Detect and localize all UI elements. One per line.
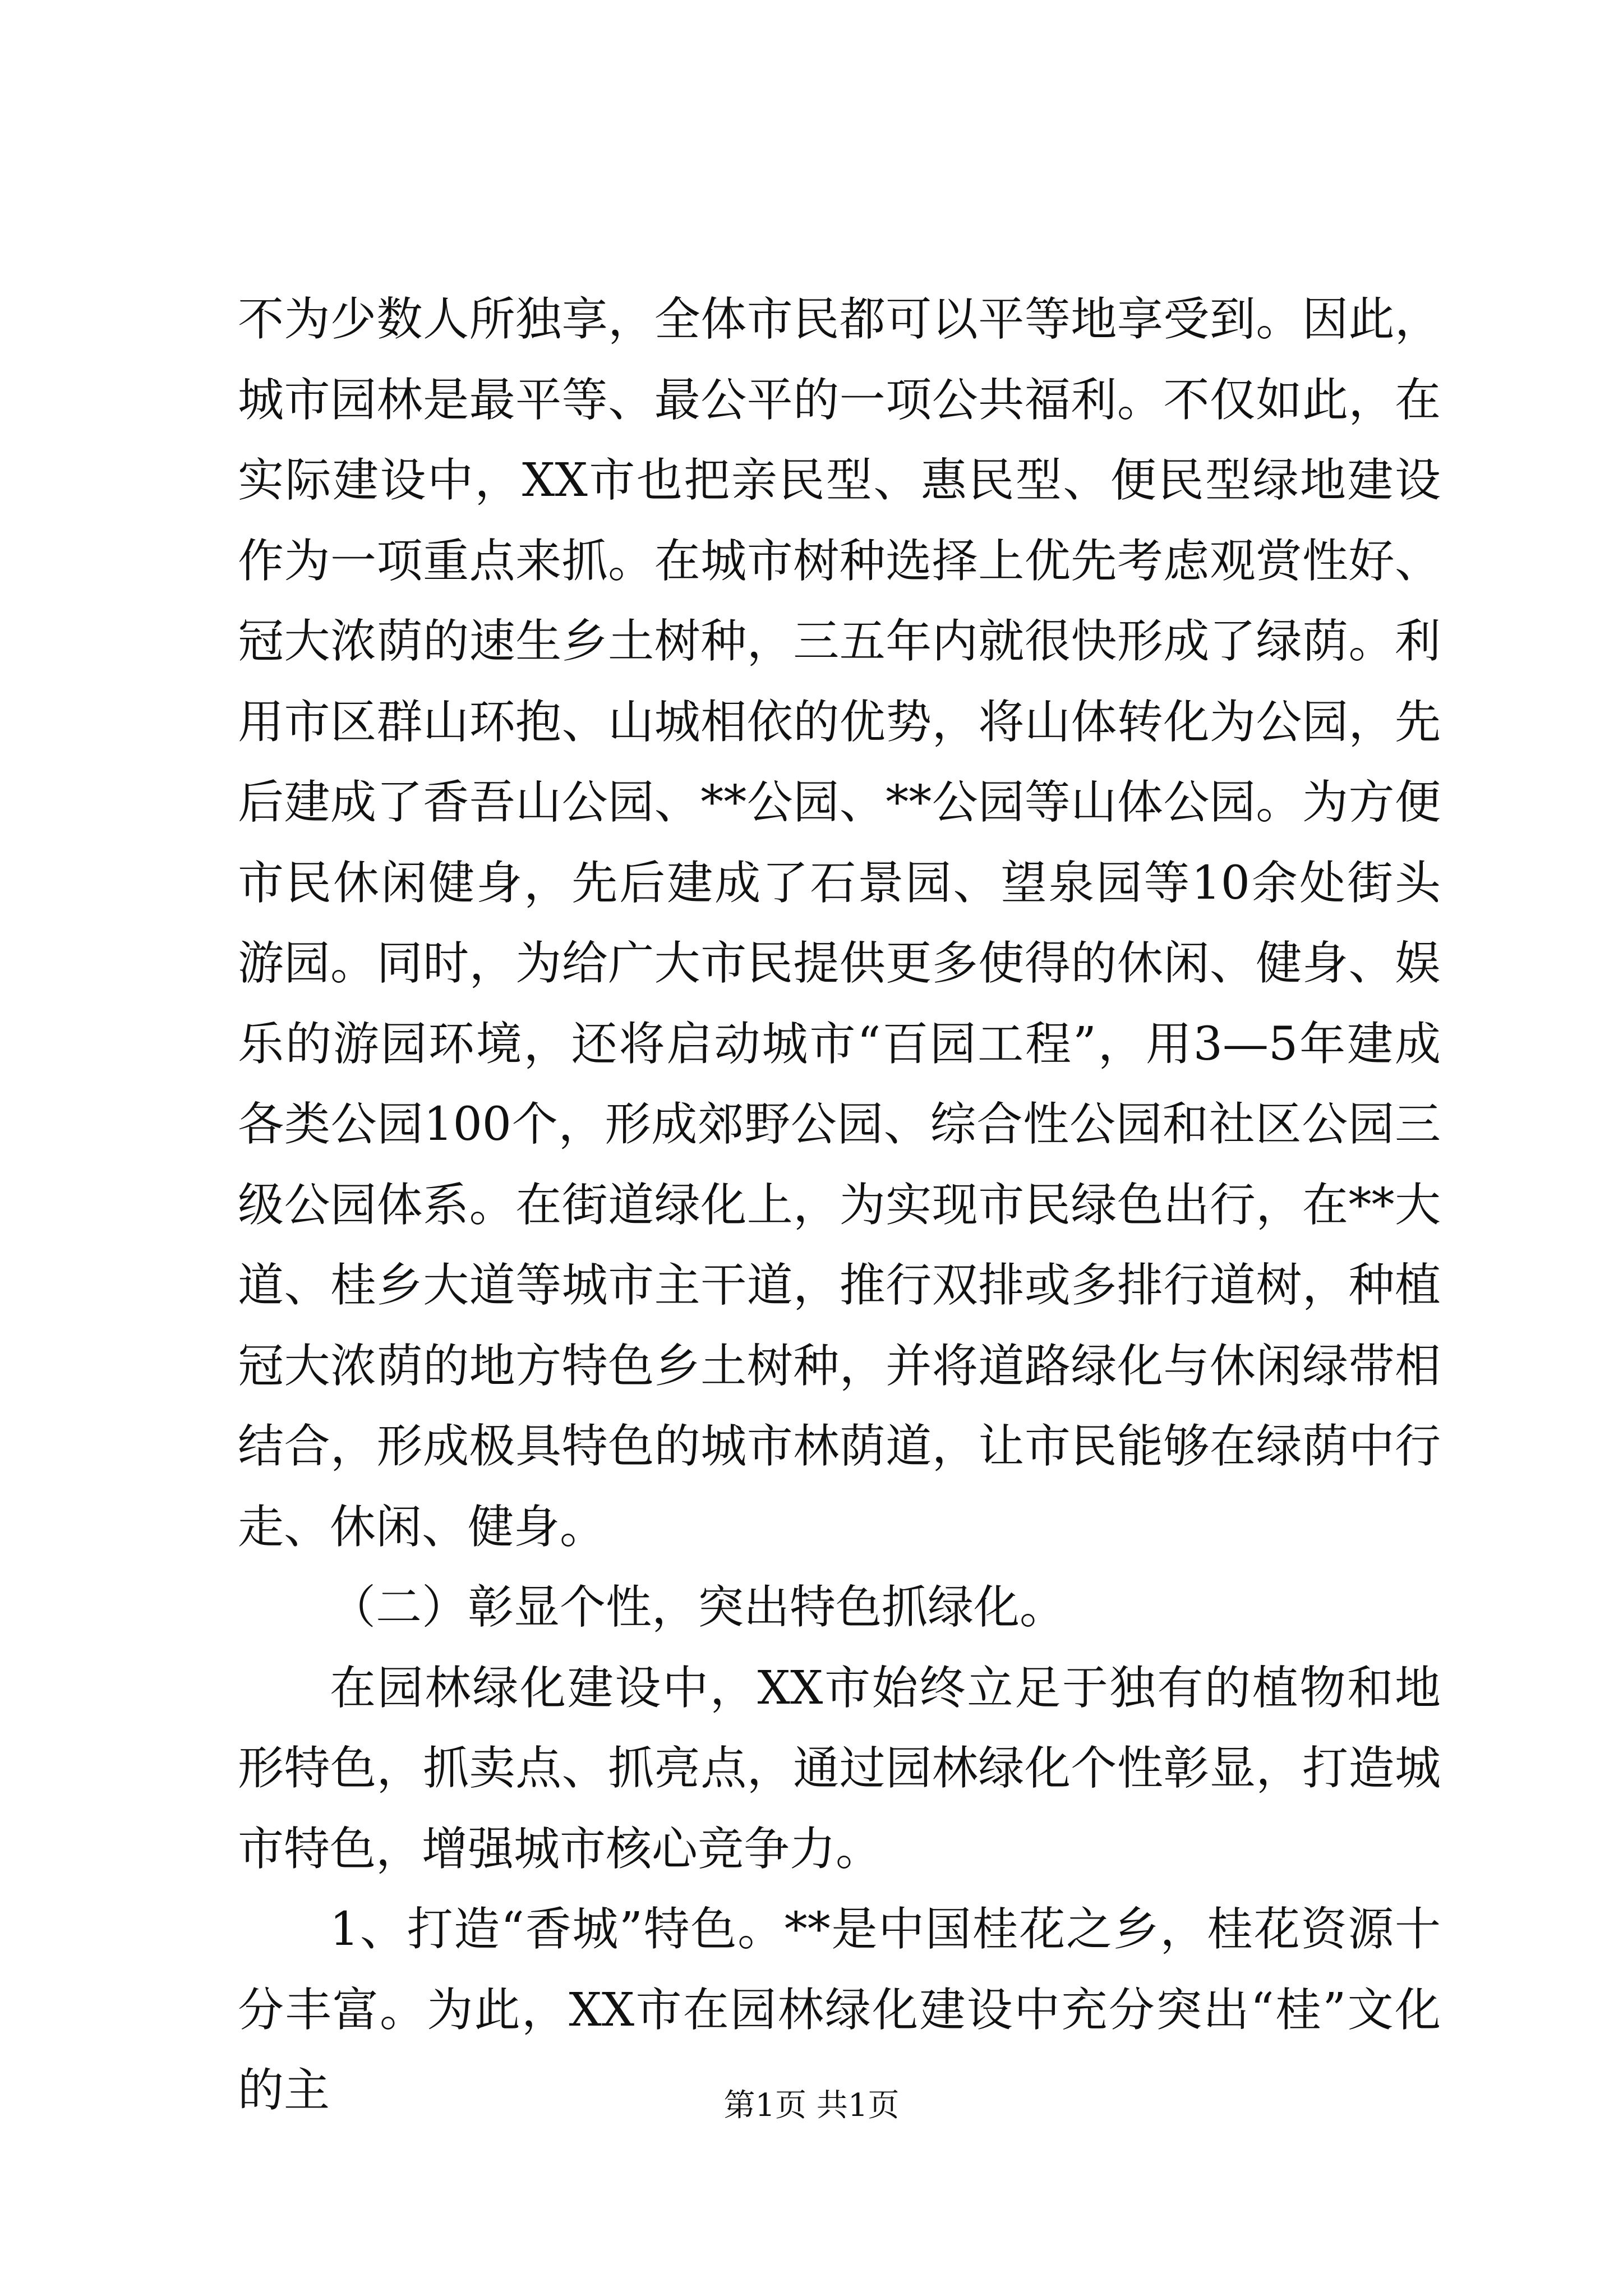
section-heading-two: （二）彰显个性，突出特色抓绿化。 bbox=[330, 1581, 1066, 1634]
paragraph-urban-parks: 不为少数人所独享，全体市民都可以平等地享受到。因此，城市园林是最平等、最公平的一项公共福利。不仅如此，在实际建设中，XX市也把亲民型、惠民型、便民型绿地建设作为一项重点来抓。在城市树种选择上优先考虑观赏性好、冠大浓荫的速生乡土树种，三五年内就很快形成了绿荫。利用市区群山环抱、山城相依的优势，将山体转化为公园，先后建成了香吾山公园、**公园、**公园等山体公园。为方便市民休闲健身，先后建成了石景园、望泉园等10余处街头游园。同时，为给广大市民提供更多使得的休闲、健身、娱乐的游园环境，还将启动城市“百园工程”，用3—5年建成各类公园100个，形成郊野公园、综合性公园和社区公园三级公园体系。在街道绿化上，为实现市民绿色出行，在**大道、桂乡大道等城市主干道，推行双排或多排行道树，种植冠大浓荫的地方特色乡土树种，并将道路绿化与休闲绿带相结合，形成极具特色的城市林荫道，让市民能够在绿荫中行走、休闲、健身。 bbox=[238, 293, 1441, 1554]
paragraph-fragrant-city: 1、打造“香城”特色。**是中国桂花之乡，桂花资源十分丰富。为此，XX市在园林绿化建设中充分突出“桂”文化的主 bbox=[238, 1903, 1441, 2117]
document-body bbox=[238, 279, 1441, 2131]
paragraph-characteristics: 在园林绿化建设中，XX市始终立足于独有的植物和地形特色，抓卖点、抓亮点，通过园林绿化个性彰显，打造城市特色，增强城市核心竞争力。 bbox=[238, 1661, 1441, 1876]
page-footer: 第1页 共1页 bbox=[723, 2087, 900, 2124]
